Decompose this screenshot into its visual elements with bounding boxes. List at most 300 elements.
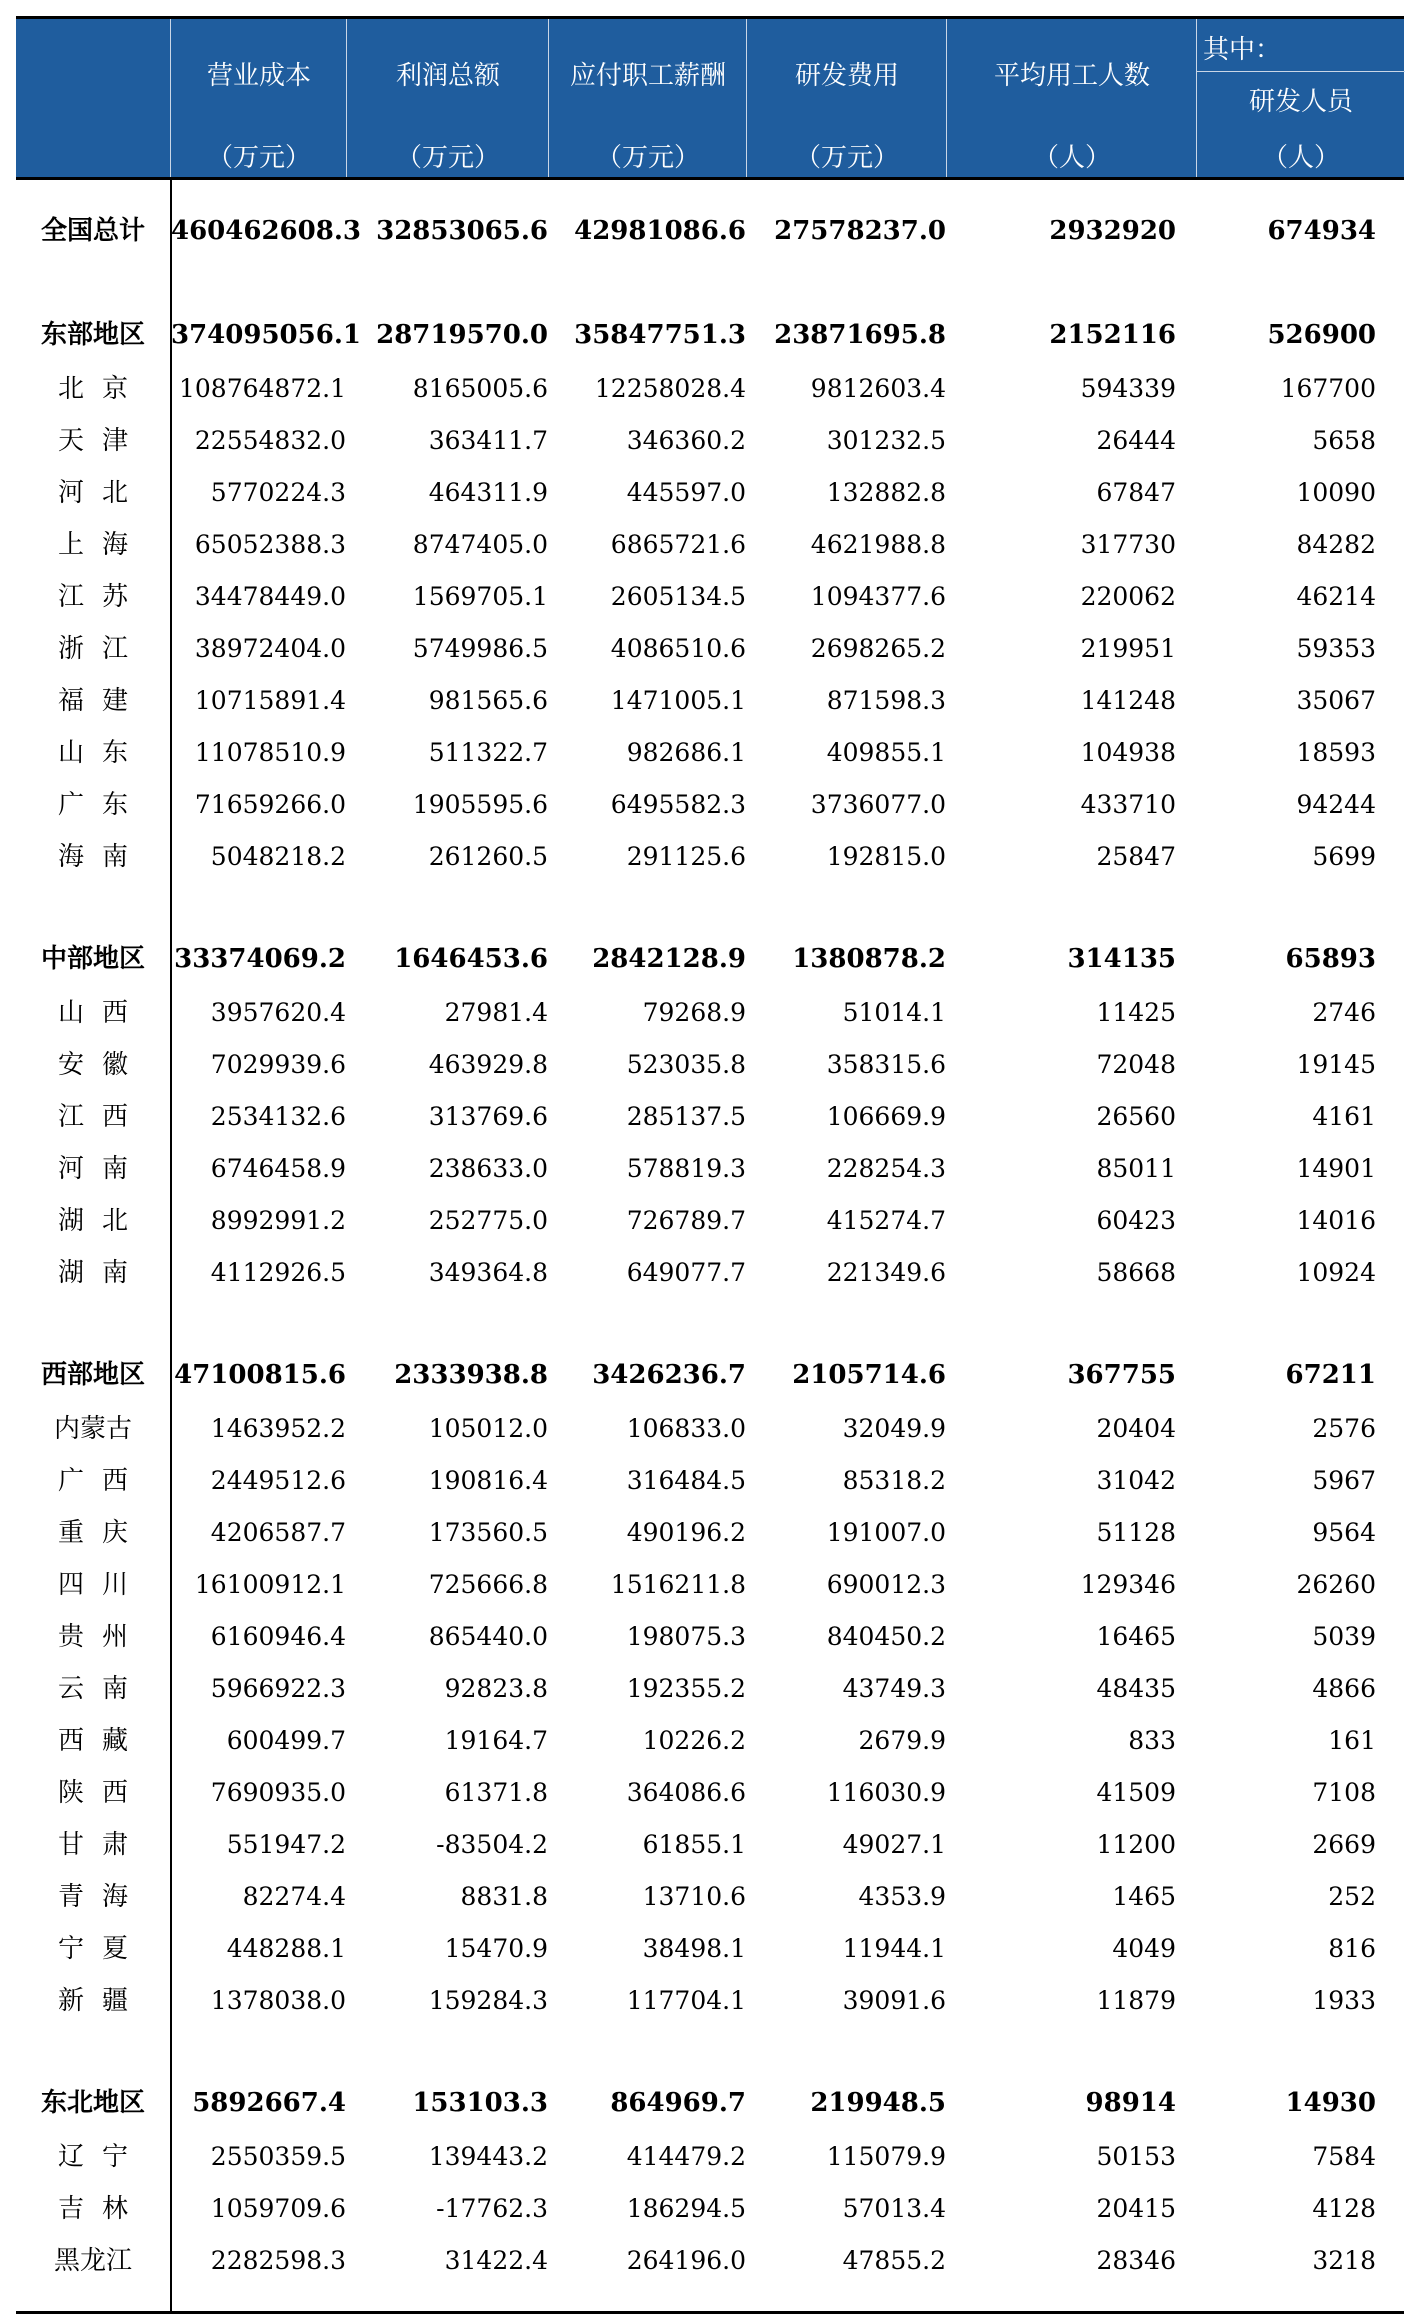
row-label: 湖南 xyxy=(57,1258,146,1288)
row-label: 贵州 xyxy=(57,1622,146,1652)
table-cell: 7584 xyxy=(1312,2142,1376,2171)
table-cell: 367755 xyxy=(1067,1360,1176,1390)
table-cell: 192355.2 xyxy=(626,1674,746,1703)
row-label: 黑龙江 xyxy=(53,2246,132,2276)
header-region-column xyxy=(16,19,170,177)
table-cell: 252775.0 xyxy=(428,1206,548,1235)
table-cell: 2746 xyxy=(1312,998,1376,1027)
table-cell: 674934 xyxy=(1267,216,1376,246)
table-cell: 9812603.4 xyxy=(810,374,946,403)
header-unit: （万元） xyxy=(206,143,311,173)
table-cell: 85011 xyxy=(1096,1154,1176,1183)
table-cell: 161 xyxy=(1328,1726,1376,1755)
table-cell: 5699 xyxy=(1312,842,1376,871)
header-col-total-profit xyxy=(346,19,549,177)
table-cell: 1646453.6 xyxy=(394,944,548,974)
table-cell: 31422.4 xyxy=(444,2246,548,2275)
table-cell: 19164.7 xyxy=(444,1726,548,1755)
table-cell: 4049 xyxy=(1112,1934,1176,1963)
table-row xyxy=(16,989,1404,1037)
table-cell: 190816.4 xyxy=(428,1466,548,1495)
table-cell: 117704.1 xyxy=(626,1986,746,2015)
table-cell: 12258028.4 xyxy=(594,374,746,403)
table-cell: 2842128.9 xyxy=(592,944,746,974)
table-cell: 79268.9 xyxy=(642,998,746,1027)
table-cell: 60423 xyxy=(1096,1206,1176,1235)
table-cell: 57013.4 xyxy=(842,2194,946,2223)
table-cell: 16100912.1 xyxy=(194,1570,346,1599)
table-cell: 2282598.3 xyxy=(210,2246,346,2275)
row-label: 湖北 xyxy=(57,1206,146,1236)
table-cell: 871598.3 xyxy=(826,686,946,715)
table-cell: 18593 xyxy=(1296,738,1376,767)
table-cell: 600499.7 xyxy=(226,1726,346,1755)
table-cell: 28719570.0 xyxy=(376,320,548,350)
table-cell: 346360.2 xyxy=(626,426,746,455)
table-cell: 221349.6 xyxy=(826,1258,946,1287)
table-cell: 1465 xyxy=(1112,1882,1176,1911)
table-cell: 8992991.2 xyxy=(210,1206,346,1235)
row-label: 东北地区 xyxy=(40,2088,145,2118)
table-cell: 13710.6 xyxy=(642,1882,746,1911)
table-cell: 14930 xyxy=(1285,2088,1376,2118)
table-cell: 317730 xyxy=(1080,530,1176,559)
table-cell: 264196.0 xyxy=(626,2246,746,2275)
table-cell: -17762.3 xyxy=(436,2194,548,2223)
table-cell: 833 xyxy=(1128,1726,1176,1755)
header-name: 研发人员 xyxy=(1248,87,1353,117)
table-cell: 11944.1 xyxy=(842,1934,946,1963)
table-row xyxy=(16,1041,1404,1089)
table-cell: 316484.5 xyxy=(626,1466,746,1495)
row-label: 四川 xyxy=(57,1570,146,1600)
table-cell: 314135 xyxy=(1067,944,1176,974)
table-row xyxy=(16,625,1404,673)
row-label: 东部地区 xyxy=(40,320,145,350)
header-divider xyxy=(1197,71,1405,72)
table-cell: 6160946.4 xyxy=(210,1622,346,1651)
table-cell: 7690935.0 xyxy=(210,1778,346,1807)
table-cell: 26260 xyxy=(1296,1570,1376,1599)
table-cell: 2698265.2 xyxy=(810,634,946,663)
table-cell: 65893 xyxy=(1285,944,1376,974)
table-cell: 10924 xyxy=(1296,1258,1376,1287)
table-cell: 2550359.5 xyxy=(210,2142,346,2171)
table-cell: 42981086.6 xyxy=(574,216,746,246)
table-cell: 6865721.6 xyxy=(610,530,746,559)
table-cell: 46214 xyxy=(1296,582,1376,611)
table-cell: 1569705.1 xyxy=(412,582,548,611)
row-label: 重庆 xyxy=(57,1518,146,1548)
bottom-rule xyxy=(16,2311,1404,2314)
table-cell: -83504.2 xyxy=(436,1830,548,1859)
table-row xyxy=(16,365,1404,413)
header-name: 应付职工薪酬 xyxy=(569,61,726,91)
table-cell: 4866 xyxy=(1312,1674,1376,1703)
row-label: 青海 xyxy=(57,1882,146,1912)
table-cell: 409855.1 xyxy=(826,738,946,767)
table-cell: 2152116 xyxy=(1049,320,1176,350)
table-cell: 65052388.3 xyxy=(194,530,346,559)
table-cell: 104938 xyxy=(1080,738,1176,767)
table-cell: 35847751.3 xyxy=(574,320,746,350)
row-label: 西部地区 xyxy=(40,1360,145,1390)
row-label: 全国总计 xyxy=(40,216,145,246)
header-unit: （人） xyxy=(1032,143,1111,173)
table-row xyxy=(16,677,1404,725)
header-col-rd-staff xyxy=(1196,19,1405,177)
region-total-row xyxy=(16,1351,1404,1399)
table-cell: 358315.6 xyxy=(826,1050,946,1079)
table-cell: 1380878.2 xyxy=(792,944,946,974)
table-cell: 291125.6 xyxy=(626,842,746,871)
row-label: 江西 xyxy=(57,1102,146,1132)
table-cell: 35067 xyxy=(1296,686,1376,715)
table-cell: 2605134.5 xyxy=(610,582,746,611)
table-cell: 285137.5 xyxy=(626,1102,746,1131)
table-cell: 173560.5 xyxy=(428,1518,548,1547)
row-label: 山东 xyxy=(57,738,146,768)
table-cell: 7029939.6 xyxy=(210,1050,346,1079)
header-unit: （万元） xyxy=(794,143,899,173)
table-cell: 27578237.0 xyxy=(774,216,946,246)
table-row xyxy=(16,1145,1404,1193)
header-col-operating-cost xyxy=(170,19,347,177)
table-cell: 363411.7 xyxy=(428,426,548,455)
table-cell: 982686.1 xyxy=(626,738,746,767)
table-cell: 26444 xyxy=(1096,426,1176,455)
row-label: 中部地区 xyxy=(40,944,145,974)
table-cell: 220062 xyxy=(1080,582,1176,611)
table-cell: 594339 xyxy=(1080,374,1176,403)
table-row xyxy=(16,1509,1404,1557)
statistics-table xyxy=(16,16,1404,2276)
table-cell: 2534132.6 xyxy=(210,1102,346,1131)
header-col-payroll xyxy=(548,19,747,177)
region-total-row xyxy=(16,207,1404,255)
table-cell: 1059709.6 xyxy=(210,2194,346,2223)
table-cell: 551947.2 xyxy=(226,1830,346,1859)
table-cell: 4161 xyxy=(1312,1102,1376,1131)
table-cell: 5967 xyxy=(1312,1466,1376,1495)
table-row xyxy=(16,1873,1404,1921)
table-cell: 71659266.0 xyxy=(194,790,346,819)
row-label: 广西 xyxy=(57,1466,146,1496)
table-cell: 460462608.3 xyxy=(171,216,361,246)
table-cell: 20415 xyxy=(1096,2194,1176,2223)
table-cell: 61855.1 xyxy=(642,1830,746,1859)
table-row xyxy=(16,1821,1404,1869)
table-cell: 47100815.6 xyxy=(174,1360,346,1390)
table-cell: 364086.6 xyxy=(626,1778,746,1807)
table-cell: 115079.9 xyxy=(826,2142,946,2171)
table-cell: 3426236.7 xyxy=(592,1360,746,1390)
header-col-avg-employees xyxy=(946,19,1197,177)
table-cell: 51128 xyxy=(1096,1518,1176,1547)
table-cell: 23871695.8 xyxy=(774,320,946,350)
table-cell: 374095056.1 xyxy=(171,320,361,350)
table-cell: 27981.4 xyxy=(444,998,548,1027)
table-cell: 14901 xyxy=(1296,1154,1376,1183)
table-cell: 1905595.6 xyxy=(412,790,548,819)
table-cell: 5658 xyxy=(1312,426,1376,455)
table-cell: 725666.8 xyxy=(428,1570,548,1599)
row-label: 北京 xyxy=(57,374,146,404)
table-cell: 349364.8 xyxy=(428,1258,548,1287)
region-total-row xyxy=(16,311,1404,359)
table-row xyxy=(16,1613,1404,1661)
table-cell: 47855.2 xyxy=(842,2246,946,2275)
table-body xyxy=(16,177,1404,2311)
table-cell: 106669.9 xyxy=(826,1102,946,1131)
table-cell: 490196.2 xyxy=(626,1518,746,1547)
table-cell: 415274.7 xyxy=(826,1206,946,1235)
table-cell: 116030.9 xyxy=(826,1778,946,1807)
table-cell: 238633.0 xyxy=(428,1154,548,1183)
table-row xyxy=(16,469,1404,517)
table-row xyxy=(16,1093,1404,1141)
row-label: 西藏 xyxy=(57,1726,146,1756)
table-cell: 28346 xyxy=(1096,2246,1176,2275)
table-cell: 49027.1 xyxy=(842,1830,946,1859)
table-cell: 61371.8 xyxy=(444,1778,548,1807)
table-cell: 94244 xyxy=(1296,790,1376,819)
table-cell: 3957620.4 xyxy=(210,998,346,1027)
table-cell: 840450.2 xyxy=(826,1622,946,1651)
table-cell: 38498.1 xyxy=(642,1934,746,1963)
row-label: 河北 xyxy=(57,478,146,508)
header-unit: （万元） xyxy=(395,143,500,173)
table-row xyxy=(16,1405,1404,1453)
table-cell: 167700 xyxy=(1280,374,1376,403)
table-row xyxy=(16,1717,1404,1765)
table-cell: 2333938.8 xyxy=(394,1360,548,1390)
table-cell: 10715891.4 xyxy=(194,686,346,715)
table-cell: 464311.9 xyxy=(428,478,548,507)
table-cell: 72048 xyxy=(1096,1050,1176,1079)
table-cell: 106833.0 xyxy=(626,1414,746,1443)
table-cell: 1094377.6 xyxy=(810,582,946,611)
row-label: 浙江 xyxy=(57,634,146,664)
table-header xyxy=(16,16,1404,180)
table-cell: 526900 xyxy=(1267,320,1376,350)
table-cell: 301232.5 xyxy=(826,426,946,455)
table-cell: 59353 xyxy=(1296,634,1376,663)
table-cell: 228254.3 xyxy=(826,1154,946,1183)
table-cell: 85318.2 xyxy=(842,1466,946,1495)
table-cell: 8831.8 xyxy=(460,1882,548,1911)
table-cell: 32049.9 xyxy=(842,1414,946,1443)
table-cell: 2576 xyxy=(1312,1414,1376,1443)
table-row xyxy=(16,1249,1404,1297)
header-name: 营业成本 xyxy=(206,61,311,91)
table-cell: 219951 xyxy=(1080,634,1176,663)
table-cell: 39091.6 xyxy=(842,1986,946,2015)
table-cell: 690012.3 xyxy=(826,1570,946,1599)
table-cell: 33374069.2 xyxy=(174,944,346,974)
table-cell: 19145 xyxy=(1296,1050,1376,1079)
table-row xyxy=(16,729,1404,777)
table-row xyxy=(16,1925,1404,1973)
table-cell: 5749986.5 xyxy=(412,634,548,663)
row-label: 广东 xyxy=(57,790,146,820)
header-name: 利润总额 xyxy=(395,61,500,91)
table-cell: 43749.3 xyxy=(842,1674,946,1703)
table-row xyxy=(16,521,1404,569)
table-cell: 313769.6 xyxy=(428,1102,548,1131)
table-cell: 414479.2 xyxy=(626,2142,746,2171)
table-cell: 11078510.9 xyxy=(194,738,346,767)
table-cell: 865440.0 xyxy=(428,1622,548,1651)
table-cell: 32853065.6 xyxy=(376,216,548,246)
table-cell: 98914 xyxy=(1085,2088,1176,2118)
table-cell: 15470.9 xyxy=(444,1934,548,1963)
table-cell: 139443.2 xyxy=(428,2142,548,2171)
table-cell: 726789.7 xyxy=(626,1206,746,1235)
table-cell: 105012.0 xyxy=(428,1414,548,1443)
table-cell: 4086510.6 xyxy=(610,634,746,663)
table-cell: 38972404.0 xyxy=(194,634,346,663)
table-cell: 4621988.8 xyxy=(810,530,946,559)
row-label: 江苏 xyxy=(57,582,146,612)
table-cell: 5039 xyxy=(1312,1622,1376,1651)
header-name: 研发费用 xyxy=(794,61,899,91)
table-row xyxy=(16,1561,1404,1609)
table-cell: 192815.0 xyxy=(826,842,946,871)
table-row xyxy=(16,417,1404,465)
table-cell: 41509 xyxy=(1096,1778,1176,1807)
table-cell: 816 xyxy=(1328,1934,1376,1963)
header-sup: 其中： xyxy=(1203,35,1282,65)
table-cell: 4353.9 xyxy=(858,1882,946,1911)
table-row xyxy=(16,833,1404,881)
row-label: 山西 xyxy=(57,998,146,1028)
table-cell: 3736077.0 xyxy=(810,790,946,819)
table-cell: 11425 xyxy=(1096,998,1176,1027)
table-cell: 4112926.5 xyxy=(210,1258,346,1287)
table-row xyxy=(16,2237,1404,2285)
table-cell: 1463952.2 xyxy=(210,1414,346,1443)
table-cell: 132882.8 xyxy=(826,478,946,507)
table-cell: 10226.2 xyxy=(642,1726,746,1755)
table-row xyxy=(16,1665,1404,1713)
row-label: 安徽 xyxy=(57,1050,146,1080)
table-cell: 34478449.0 xyxy=(194,582,346,611)
header-unit: （人） xyxy=(1261,143,1340,173)
table-cell: 1471005.1 xyxy=(610,686,746,715)
table-cell: 2449512.6 xyxy=(210,1466,346,1495)
table-cell: 1933 xyxy=(1312,1986,1376,2015)
table-cell: 4206587.7 xyxy=(210,1518,346,1547)
table-cell: 25847 xyxy=(1096,842,1176,871)
table-cell: 433710 xyxy=(1080,790,1176,819)
table-cell: 84282 xyxy=(1296,530,1376,559)
table-cell: 129346 xyxy=(1080,1570,1176,1599)
row-label: 吉林 xyxy=(57,2194,146,2224)
table-cell: 11879 xyxy=(1096,1986,1176,2015)
row-label: 上海 xyxy=(57,530,146,560)
row-label: 福建 xyxy=(57,686,146,716)
table-cell: 51014.1 xyxy=(842,998,946,1027)
table-cell: 82274.4 xyxy=(242,1882,346,1911)
table-cell: 8165005.6 xyxy=(412,374,548,403)
table-cell: 2932920 xyxy=(1049,216,1176,246)
table-cell: 4128 xyxy=(1312,2194,1376,2223)
table-row xyxy=(16,1977,1404,2025)
table-cell: 2105714.6 xyxy=(792,1360,946,1390)
table-cell: 48435 xyxy=(1096,1674,1176,1703)
table-cell: 252 xyxy=(1328,1882,1376,1911)
row-label: 甘肃 xyxy=(57,1830,146,1860)
table-cell: 1516211.8 xyxy=(610,1570,746,1599)
table-row xyxy=(16,781,1404,829)
table-cell: 2669 xyxy=(1312,1830,1376,1859)
table-cell: 198075.3 xyxy=(626,1622,746,1651)
table-cell: 31042 xyxy=(1096,1466,1176,1495)
table-cell: 92823.8 xyxy=(444,1674,548,1703)
table-cell: 511322.7 xyxy=(428,738,548,767)
row-label: 新疆 xyxy=(57,1986,146,2016)
table-cell: 67847 xyxy=(1096,478,1176,507)
table-cell: 5770224.3 xyxy=(210,478,346,507)
table-cell: 7108 xyxy=(1312,1778,1376,1807)
table-cell: 5892667.4 xyxy=(192,2088,346,2118)
table-row xyxy=(16,1197,1404,1245)
row-label: 辽宁 xyxy=(57,2142,146,2172)
header-unit: （万元） xyxy=(595,143,700,173)
table-cell: 981565.6 xyxy=(428,686,548,715)
table-cell: 6746458.9 xyxy=(210,1154,346,1183)
table-cell: 261260.5 xyxy=(428,842,548,871)
table-cell: 20404 xyxy=(1096,1414,1176,1443)
table-cell: 5048218.2 xyxy=(210,842,346,871)
table-cell: 191007.0 xyxy=(826,1518,946,1547)
table-cell: 5966922.3 xyxy=(210,1674,346,1703)
table-cell: 141248 xyxy=(1080,686,1176,715)
table-cell: 58668 xyxy=(1096,1258,1176,1287)
header-col-rd-expense xyxy=(746,19,947,177)
table-cell: 11200 xyxy=(1096,1830,1176,1859)
row-label: 陕西 xyxy=(57,1778,146,1808)
table-cell: 523035.8 xyxy=(626,1050,746,1079)
table-cell: 16465 xyxy=(1096,1622,1176,1651)
table-cell: 26560 xyxy=(1096,1102,1176,1131)
table-cell: 67211 xyxy=(1285,1360,1376,1390)
table-cell: 1378038.0 xyxy=(210,1986,346,2015)
table-cell: 50153 xyxy=(1096,2142,1176,2171)
table-cell: 864969.7 xyxy=(610,2088,746,2118)
table-cell: 159284.3 xyxy=(428,1986,548,2015)
header-name: 平均用工人数 xyxy=(993,61,1150,91)
table-row xyxy=(16,573,1404,621)
table-cell: 578819.3 xyxy=(626,1154,746,1183)
table-cell: 463929.8 xyxy=(428,1050,548,1079)
table-row xyxy=(16,1457,1404,1505)
table-cell: 3218 xyxy=(1312,2246,1376,2275)
table-cell: 448288.1 xyxy=(226,1934,346,1963)
table-row xyxy=(16,2133,1404,2181)
table-cell: 186294.5 xyxy=(626,2194,746,2223)
row-label: 云南 xyxy=(57,1674,146,1704)
row-label: 宁夏 xyxy=(57,1934,146,1964)
table-cell: 14016 xyxy=(1296,1206,1376,1235)
table-cell: 9564 xyxy=(1312,1518,1376,1547)
table-cell: 153103.3 xyxy=(412,2088,548,2118)
table-cell: 10090 xyxy=(1296,478,1376,507)
region-total-row xyxy=(16,935,1404,983)
region-total-row xyxy=(16,2079,1404,2127)
table-cell: 649077.7 xyxy=(626,1258,746,1287)
